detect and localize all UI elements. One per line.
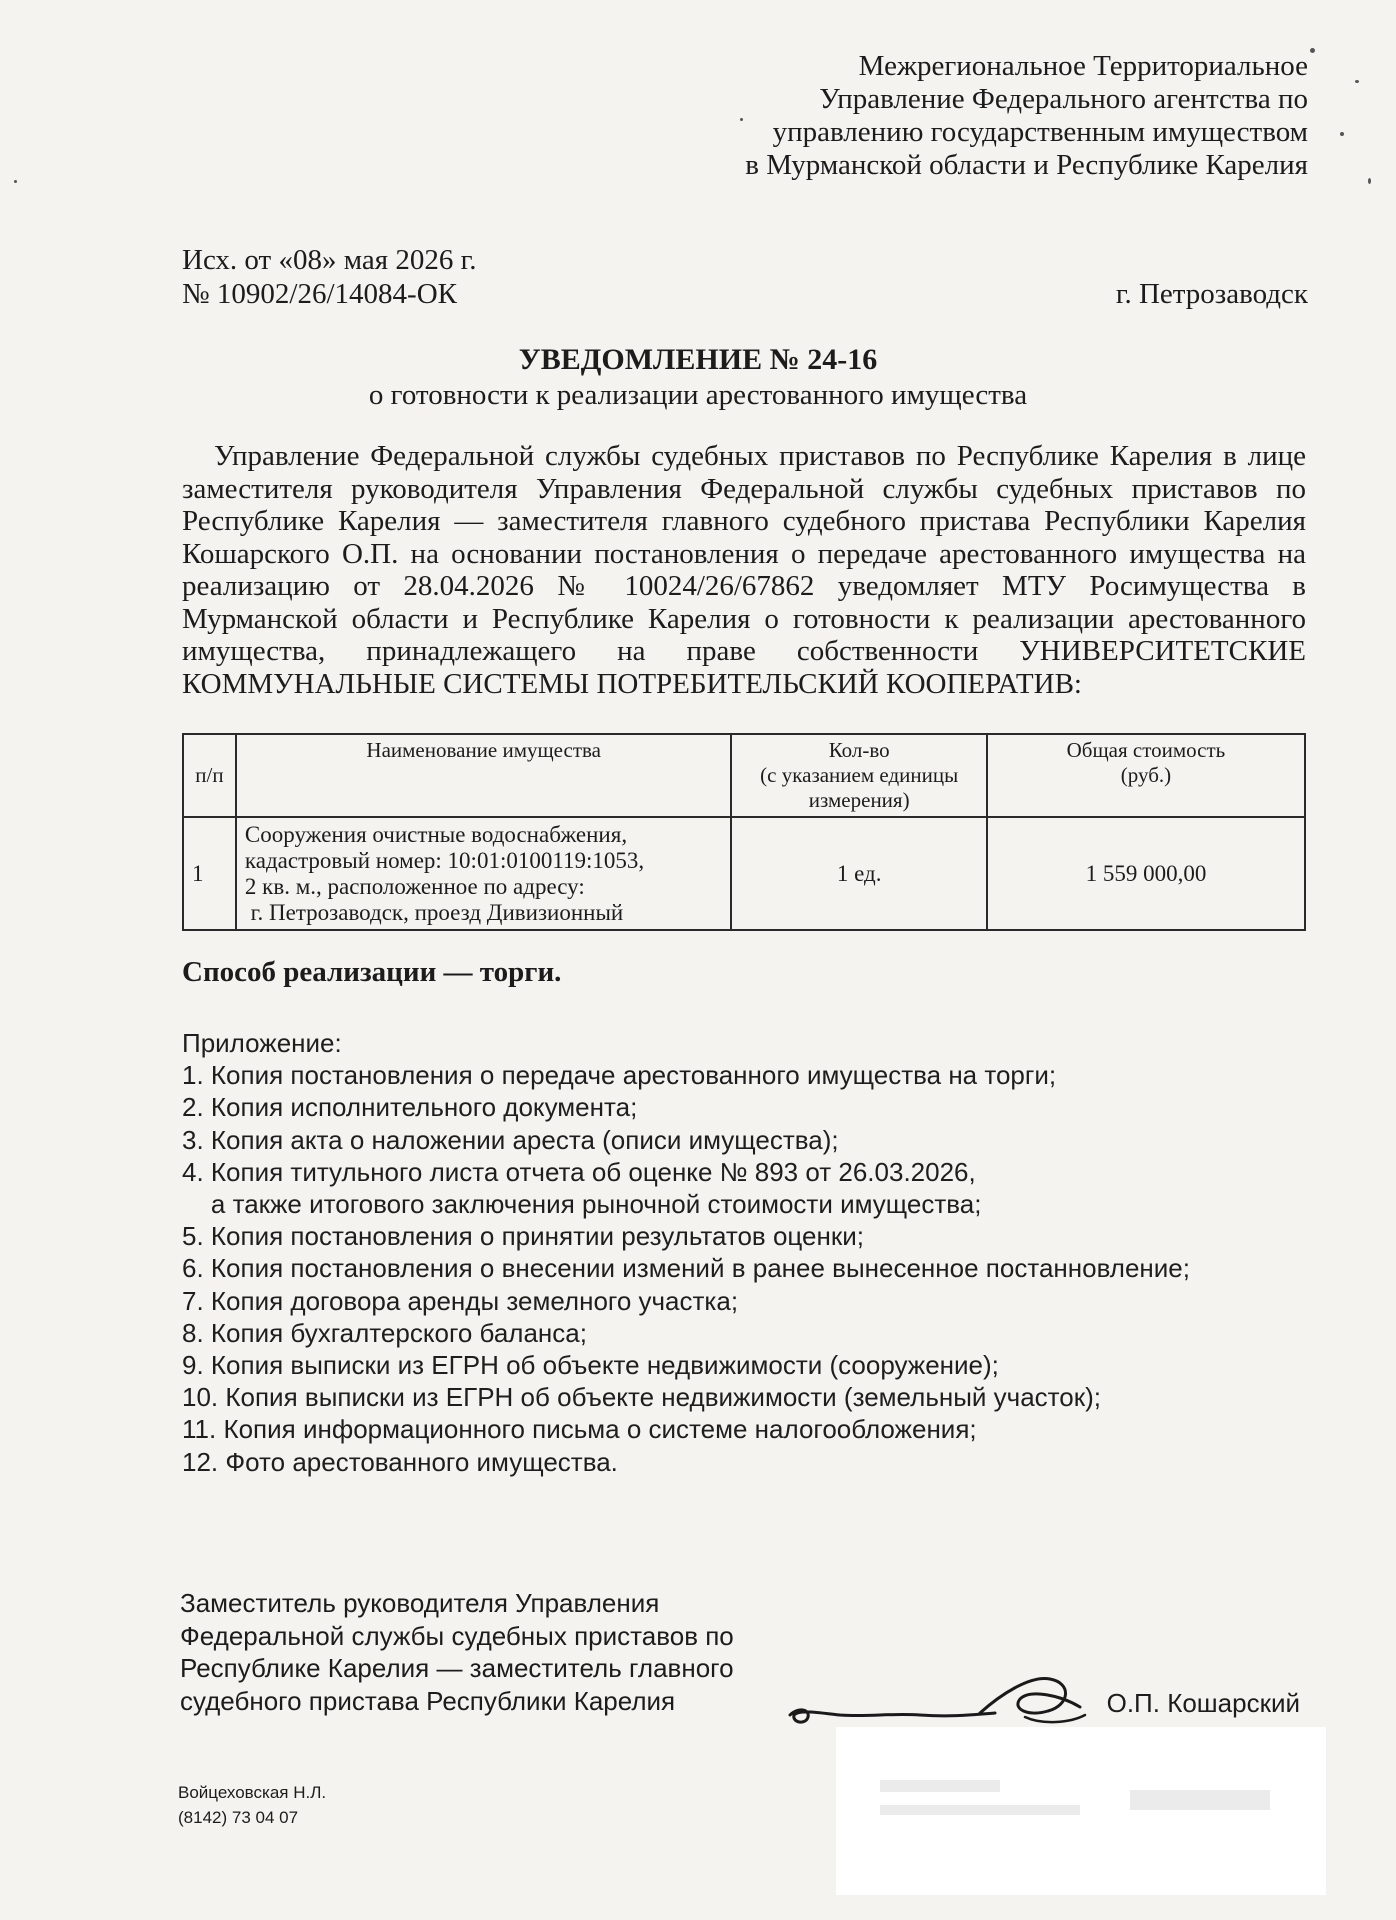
notice-subtitle: о готовности к реализации арестованного имущества bbox=[368, 379, 1028, 411]
list-item: а также итогового заключения рыночной стоимости имущества; bbox=[182, 1189, 982, 1220]
header-cost bbox=[987, 734, 1305, 817]
addressee-line: Межрегиональное Территориальное bbox=[858, 50, 1308, 82]
scan-speck bbox=[1355, 80, 1359, 83]
executor-name: Войцеховская Н.Л. bbox=[178, 1783, 327, 1802]
outgoing-reference bbox=[182, 243, 476, 311]
faded-stamp-mark bbox=[870, 1760, 1290, 1860]
executor-block bbox=[178, 1780, 326, 1830]
header-qty-line: (с указанием единицы bbox=[760, 763, 959, 787]
addressee-line: управлению государственным имуществом bbox=[772, 116, 1308, 148]
signatory-title bbox=[180, 1587, 734, 1717]
sale-method: Способ реализации — торги. bbox=[182, 956, 562, 988]
list-item: 11. Копия информационного письма о системе налогообложения; bbox=[182, 1414, 977, 1445]
addressee-line: Управление Федерального агентства по bbox=[819, 83, 1308, 115]
scan-speck bbox=[1310, 48, 1315, 53]
attachments-heading: Приложение: bbox=[182, 1028, 342, 1058]
attachments-list bbox=[182, 1059, 1190, 1478]
row-name-line: кадастровый номер: 10:01:0100119:1053, bbox=[244, 847, 645, 873]
table-row bbox=[183, 817, 1305, 930]
row-name-line: г. Петрозаводск, проезд Дивизионный bbox=[244, 899, 624, 925]
list-item: 5. Копия постановления о принятии результатов оценки; bbox=[182, 1221, 864, 1252]
list-item: 3. Копия акта о наложении ареста (описи имущества); bbox=[182, 1124, 839, 1155]
list-item: 2. Копия исполнительного документа; bbox=[182, 1092, 638, 1123]
header-name: Наименование имущества bbox=[236, 734, 732, 817]
notice-title: УВЕДОМЛЕНИЕ № 24-16 bbox=[518, 343, 878, 376]
signatory-title-line: Федеральной службы судебных приставов по bbox=[180, 1620, 734, 1651]
header-qty-line: Кол-во bbox=[828, 738, 890, 762]
signatory-title-line: судебного пристава Республики Карелия bbox=[180, 1685, 676, 1716]
executor-phone: (8142) 73 04 07 bbox=[178, 1808, 299, 1827]
header-num: п/п bbox=[183, 734, 236, 817]
list-item: 12. Фото арестованного имущества. bbox=[182, 1446, 618, 1477]
row-num: 1 bbox=[183, 817, 236, 930]
outgoing-number: № 10902/26/14084-ОК bbox=[182, 278, 457, 310]
city-line: г. Петрозаводск bbox=[1115, 278, 1308, 310]
header-qty-line: измерения) bbox=[808, 788, 910, 812]
row-cost: 1 559 000,00 bbox=[987, 817, 1305, 930]
scan-speck bbox=[1368, 178, 1371, 184]
list-item: 1. Копия постановления о передаче арестованного имущества на торги; bbox=[182, 1060, 1057, 1091]
row-name-line: Сооружения очистные водоснабжения, bbox=[244, 821, 628, 847]
row-qty: 1 ед. bbox=[731, 817, 986, 930]
scan-speck bbox=[1340, 132, 1344, 136]
list-item: 9. Копия выписки из ЕГРН об объекте недвижимости (сооружение); bbox=[182, 1350, 999, 1381]
list-item: 6. Копия постановления о внесении измений в ранее вынесенное постанновление; bbox=[182, 1253, 1190, 1284]
header-cost-line: (руб.) bbox=[1120, 763, 1172, 787]
notice-body: Управление Федеральной службы судебных приставов по Республике Карелия в лице заместителя руководителя Управления Федеральной службы судебных приставов по Республике Карелия — заместителя главного судебного пристава Республики Карелия Кошарского О.П. на основании постановления о передаче арестованного имущества на реализацию от 28.04.2026 № 10024/26/67862 уведомляет МТУ Росимущества в Мурманской области и Республике Карелия о готовности к реализации арестованного имущества, принадлежащего на праве собственности УНИВЕРСИТЕТСКИЕ КОММУНАЛЬНЫЕ СИСТЕМЫ ПОТРЕБИТЕЛЬСКИЙ КООПЕРАТИВ: bbox=[182, 440, 1306, 700]
scan-speck bbox=[740, 118, 743, 121]
list-item: 4. Копия титульного листа отчета об оценке № 893 от 26.03.2026, bbox=[182, 1156, 976, 1187]
table-header-row bbox=[183, 734, 1305, 817]
property-table bbox=[182, 733, 1306, 931]
addressee-line: в Мурманской области и Республике Карелия bbox=[745, 149, 1308, 181]
signatory-name: О.П. Кошарский bbox=[1106, 1688, 1300, 1718]
row-name-line: 2 кв. м., расположенное по адресу: bbox=[244, 873, 585, 899]
outgoing-date: Исх. от «08» мая 2026 г. bbox=[182, 244, 477, 276]
row-name bbox=[236, 817, 732, 930]
header-qty bbox=[731, 734, 986, 817]
attachments-block bbox=[182, 1027, 1190, 1478]
list-item: 7. Копия договора аренды земелного участка; bbox=[182, 1285, 739, 1316]
signatory-title-line: Республике Карелия — заместитель главного bbox=[180, 1653, 734, 1683]
addressee-block bbox=[745, 50, 1308, 182]
signatory-title-line: Заместитель руководителя Управления bbox=[180, 1588, 660, 1618]
list-item: 10. Копия выписки из ЕГРН об объекте недвижимости (земельный участок); bbox=[182, 1382, 1102, 1413]
header-cost-line: Общая стоимость bbox=[1066, 738, 1226, 762]
list-item: 8. Копия бухгалтерского баланса; bbox=[182, 1317, 587, 1348]
scan-speck bbox=[14, 180, 17, 183]
